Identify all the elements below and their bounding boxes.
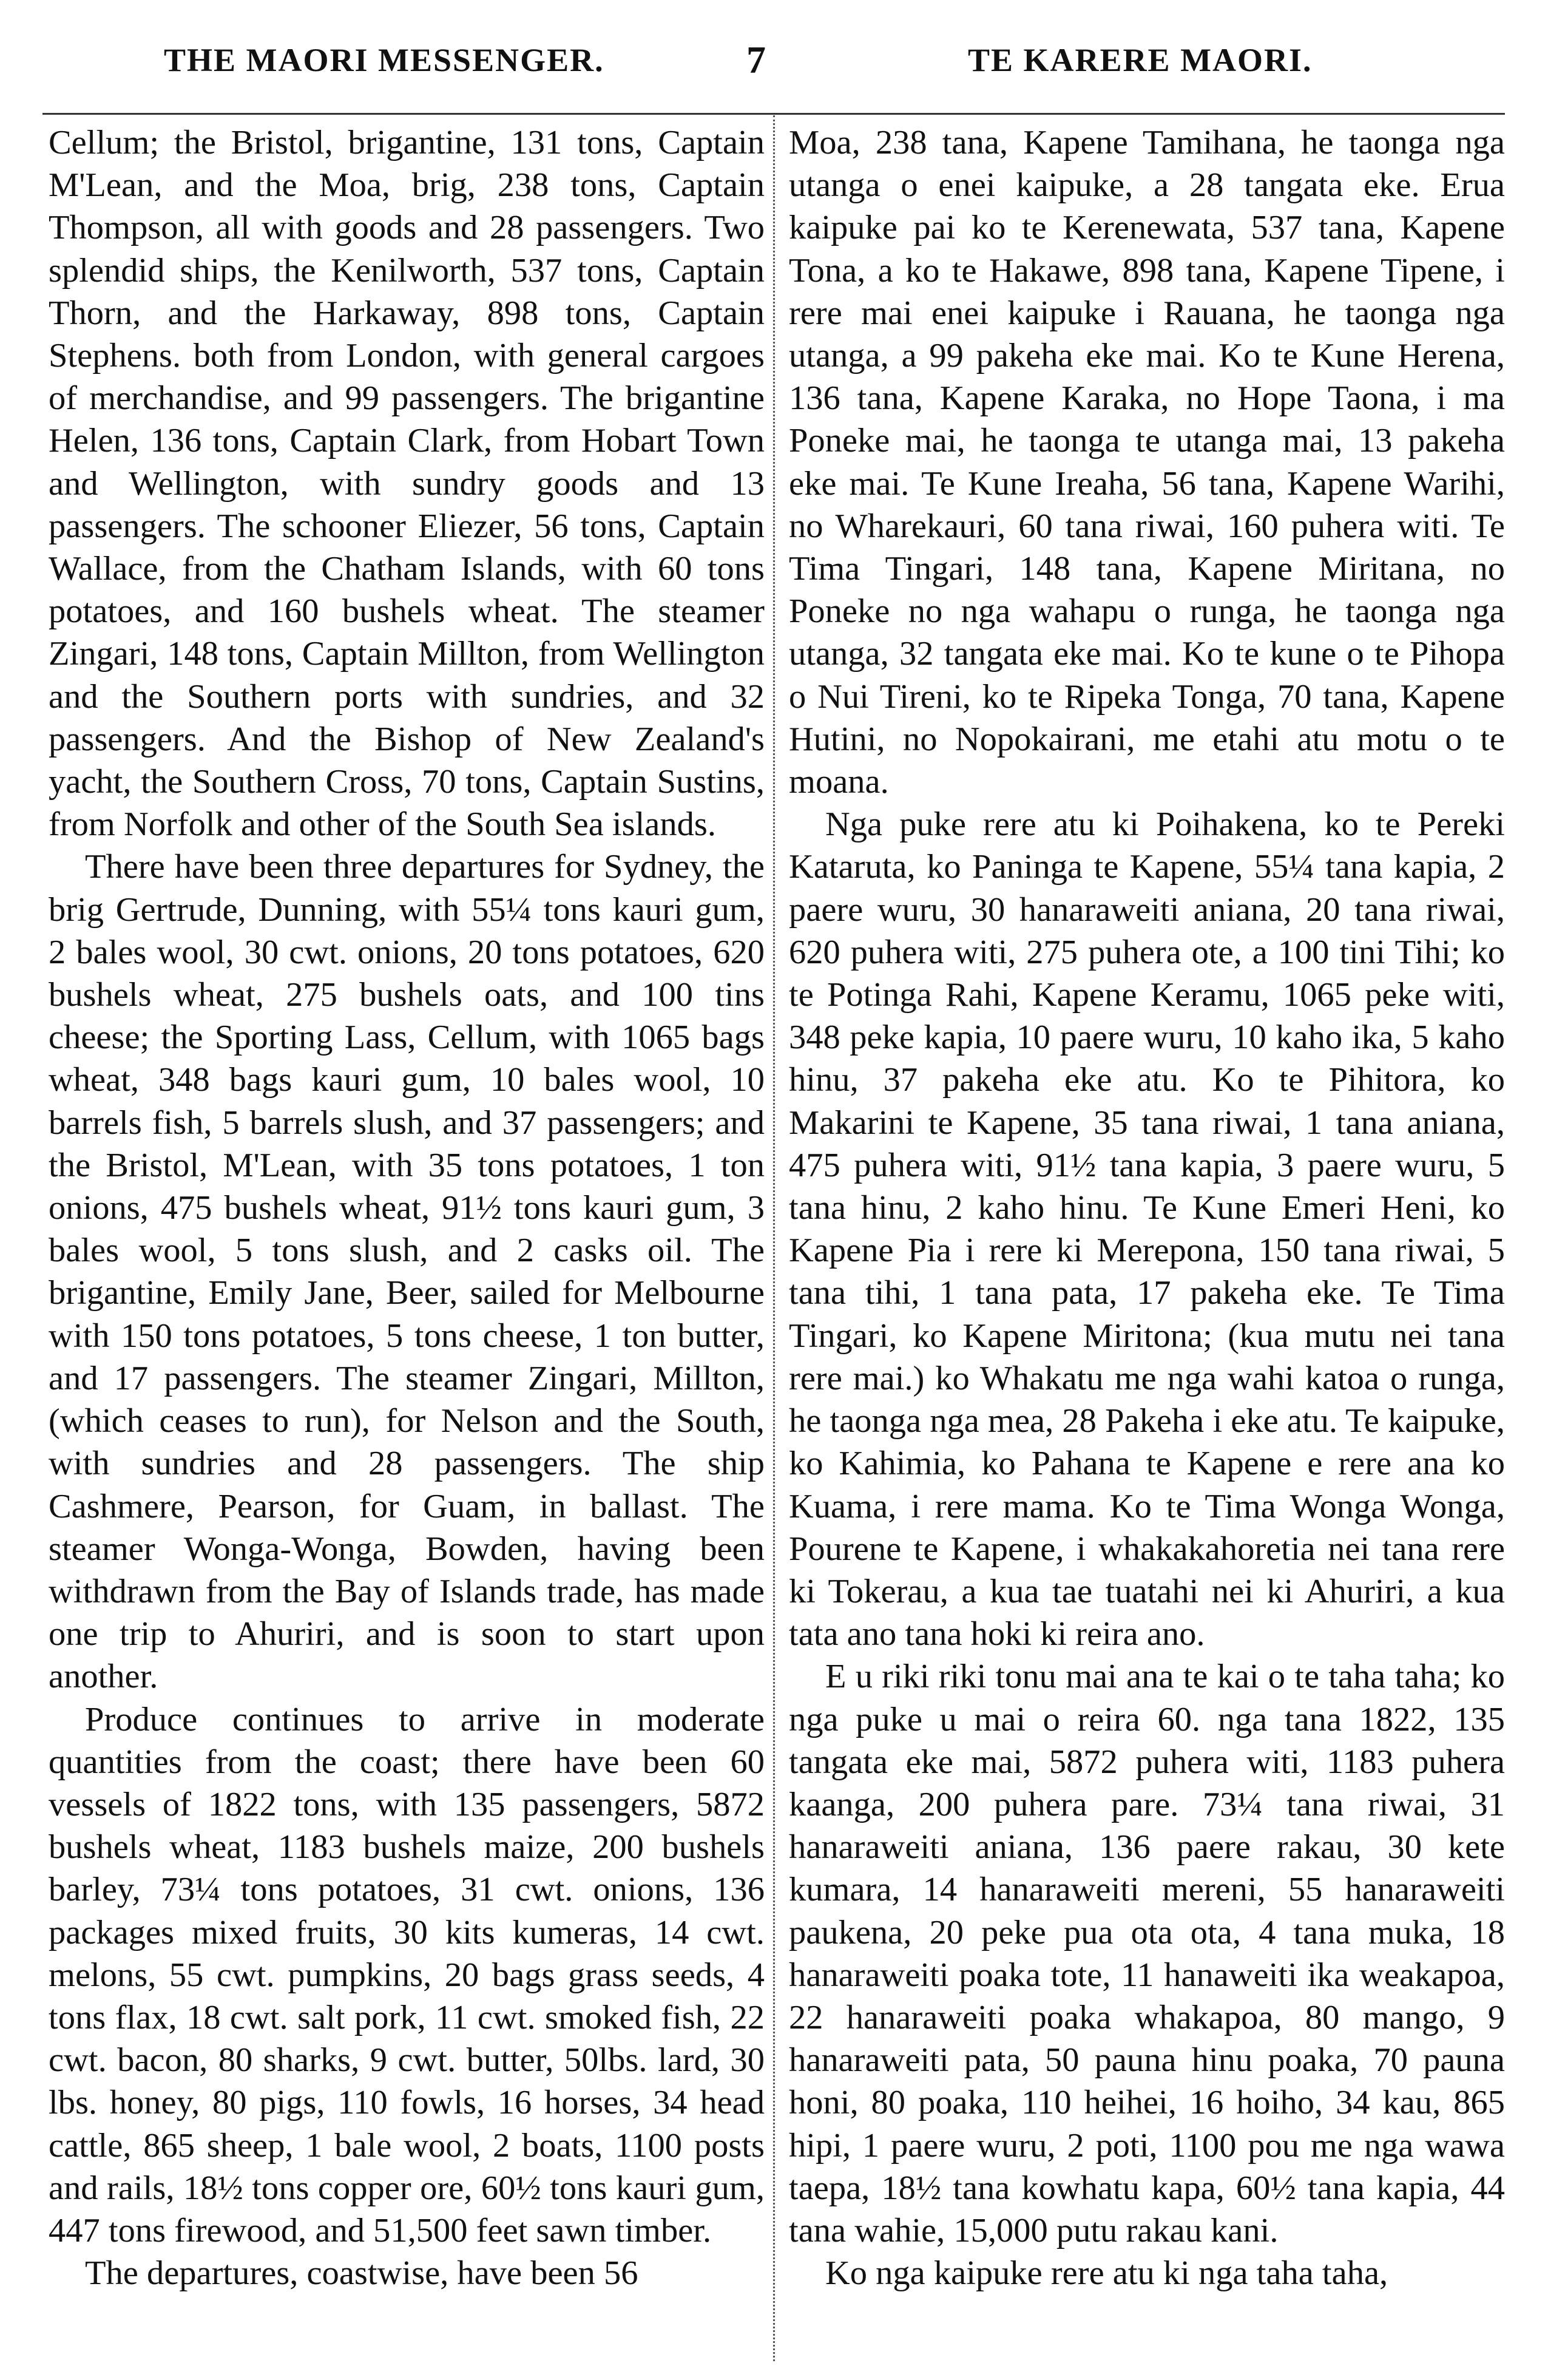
page-number: 7 <box>746 38 767 81</box>
english-masthead: THE MAORI MESSENGER. <box>164 42 604 78</box>
maori-masthead: TE KARERE MAORI. <box>968 42 1313 78</box>
maori-paragraph-2: Nga puke rere atu ki Poihakena, ko te Pereki Kataruta, ko Paninga te Kapene, 55¼ tana kapia, 2 paere wuru, 30 hanaraweiti aniana, 20 tana riwai, 620 puhera witi, 275 puhera ote, a 100 tini Tihi; ko te Potinga Rahi, Kapene Keramu, 1065 peke witi, 348 peke kapia, 10 paere wuru, 10 kaho ika, 5 kaho hinu, 37 pakeha eke atu. Ko te Pihitora, ko Makarini te Kapene, 35 tana riwai, 1 tana aniana, 475 puhera witi, 91½ tana kapia, 3 paere wuru, 5 tana hinu, 2 kaho hinu. Te Kune Emeri Heni, ko Kapene Pia i rere ki Merepona, 150 tana riwai, 5 tana tihi, 1 tana pata, 17 pakeha eke. Te Tima Tingari, ko Kapene Miritona; (kua mutu nei tana rere mai.) ko Whakatu me nga wahi katoa o runga, he taonga nga mea, 28 Pakeha i eke atu. Te kaipuke, ko Kahimia, ko Pahana te Kapene e rere ana ko Kuama, i rere mama. Ko te Tima Wonga Wonga, Pourene te Kapene, i whakakahoretia nei tana rere ki Tokerau, a kua tae tuatahi nei ki Ahuriri, a kua tata ano tana hoki ki reira ano. <box>789 805 1505 1653</box>
english-paragraph-2: There have been three departures for Sydney, the brig Gertrude, Dunning, with 55¼ tons kauri gum, 2 bales wool, 30 cwt. onions, 20 tons potatoes, 620 bushels wheat, 275 bushels oats, and 100 tins cheese; the Sporting Lass, Cellum, with 1065 bags wheat, 348 bags kauri gum, 10 bales wool, 10 barrels fish, 5 barrels slush, and 37 passengers; and the Bristol, M'Lean, with 35 tons potatoes, 1 ton onions, 475 bushels wheat, 91½ tons kauri gum, 3 bales wool, 5 tons slush, and 2 casks oil. The brigantine, Emily Jane, Beer, sailed for Melbourne with 150 tons potatoes, 5 tons cheese, 1 ton butter, and 17 passengers. The steamer Zingari, Millton, (which ceases to run), for Nelson and the South, with sundries and 28 passengers. The ship Cashmere, Pearson, for Guam, in ballast. The steamer Wonga-Wonga, Bowden, having been withdrawn from the Bay of Islands trade, has made one trip to Ahuriri, and is soon to start upon another. <box>49 848 765 1696</box>
maori-column <box>789 121 1505 2355</box>
page-header <box>0 27 1548 93</box>
english-column <box>49 121 765 2355</box>
english-paragraph-3: Produce continues to arrive in moderate quantities from the coast; there have been 60 vessels of 1822 tons, with 135 passengers, 5872 bushels wheat, 1183 bushels maize, 200 bushels barley, 73¼ tons potatoes, 31 cwt. onions, 136 packages mixed fruits, 30 kits kumeras, 14 cwt. melons, 55 cwt. pumpkins, 20 bags grass seeds, 4 tons flax, 18 cwt. salt pork, 11 cwt. smoked fish, 22 cwt. bacon, 80 sharks, 9 cwt. butter, 50lbs. lard, 30 lbs. honey, 80 pigs, 110 fowls, 16 horses, 34 head cattle, 865 sheep, 1 bale wool, 2 boats, 1100 posts and rails, 18½ tons copper ore, 60½ tons kauri gum, 447 tons firewood, and 51,500 feet sawn timber. <box>49 1700 765 2249</box>
english-paragraph-1: Cellum; the Bristol, brigantine, 131 tons, Captain M'Lean, and the Moa, brig, 238 tons, Captain Thompson, all with goods and 28 passengers. Two splendid ships, the Kenilworth, 537 tons, Captain Thorn, and the Harkaway, 898 tons, Captain Stephens. both from London, with general cargoes of merchandise, and 99 passengers. The brigantine Helen, 136 tons, Captain Clark, from Hobart Town and Wellington, with sundry goods and 13 passengers. The schooner Eliezer, 56 tons, Captain Wallace, from the Chatham Islands, with 60 tons potatoes, and 160 bushels wheat. The steamer Zingari, 148 tons, Captain Millton, from Wellington and the Southern ports with sundries, and 32 passengers. And the Bishop of New Zealand's yacht, the Southern Cross, 70 tons, Captain Sustins, from Norfolk and other of the South Sea islands. <box>49 124 765 844</box>
column-divider <box>773 115 775 2361</box>
maori-paragraph-4: Ko nga kaipuke rere atu ki nga taha taha, <box>825 2254 1388 2293</box>
maori-paragraph-3: E u riki riki tonu mai ana te kai o te taha taha; ko nga puke u mai o reira 60. nga tana 1822, 135 tangata eke mai, 5872 puhera witi, 1183 puhera kaanga, 200 puhera pare. 73¼ tana riwai, 31 hanaraweiti aniana, 136 paere rakau, 30 kete kumara, 14 hanaraweiti mereni, 55 hanaraweiti paukena, 20 peke pua ota ota, 4 tana muka, 18 hanaraweiti poaka tote, 11 hanaweiti ika weakapoa, 22 hanaraweiti poaka whakapoa, 80 mango, 9 hanaraweiti pata, 50 pauna hinu poaka, 70 pauna honi, 80 poaka, 110 heihei, 16 hoiho, 34 kau, 865 hipi, 1 paere wuru, 2 poti, 1100 pou me nga wawa taepa, 18½ tana kowhatu kapa, 60½ tana kapia, 44 tana wahie, 15,000 putu rakau kani. <box>789 1658 1505 2249</box>
header-rule <box>42 113 1505 115</box>
maori-paragraph-1: Moa, 238 tana, Kapene Tamihana, he taonga nga utanga o enei kaipuke, a 28 tangata eke. Erua kaipuke pai ko te Kerenewata, 537 tana, Kapene Tona, a ko te Hakawe, 898 tana, Kapene Tipene, i rere mai enei kaipuke i Rauana, he taonga nga utanga, a 99 pakeha eke mai. Ko te Kune Herena, 136 tana, Kapene Karaka, no Hope Taona, i ma Poneke mai, he taonga te utanga mai, 13 pakeha eke mai. Te Kune Ireaha, 56 tana, Kapene Warihi, no Wharekauri, 60 tana riwai, 160 puhera witi. Te Tima Tingari, 148 tana, Kapene Miritana, no Poneke no nga wahapu o runga, he taonga nga utanga, 32 tangata eke mai. Ko te kune o te Pihopa o Nui Tireni, ko te Ripeka Tonga, 70 tana, Kapene Hutini, no Nopokairani, me etahi atu motu o te moana. <box>789 124 1505 801</box>
english-paragraph-4: The departures, coastwise, have been 56 <box>85 2254 638 2293</box>
